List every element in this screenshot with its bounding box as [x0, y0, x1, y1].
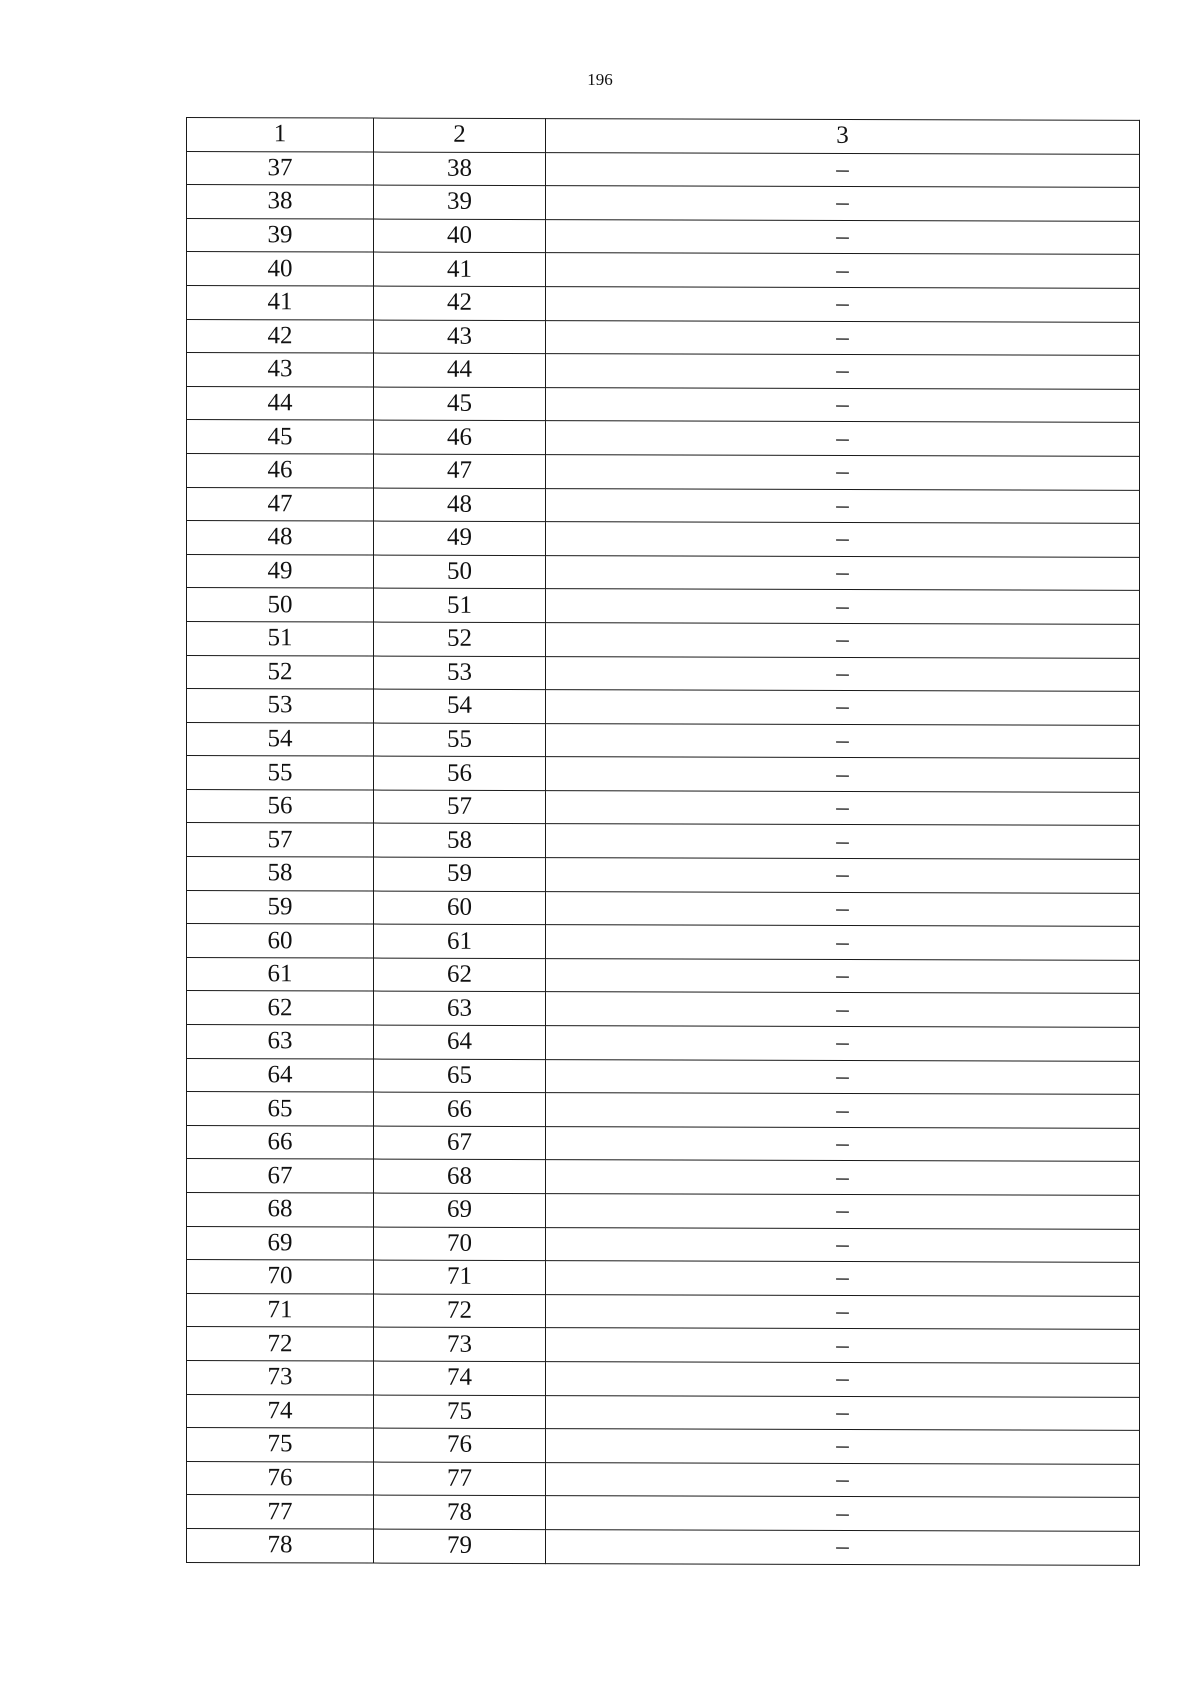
table-row	[187, 1495, 1140, 1531]
table-cell-col-1: 47	[187, 487, 374, 521]
table-row	[187, 1193, 1140, 1229]
table-cell-col-1: 57	[187, 823, 374, 857]
table-row	[187, 991, 1140, 1027]
table-cell-col-3: –	[546, 1462, 1140, 1497]
column-header-1: 1	[187, 118, 374, 152]
table-row	[187, 857, 1140, 893]
table-cell-col-3: –	[546, 522, 1140, 557]
table-row	[187, 487, 1140, 523]
table-cell-col-1: 44	[187, 386, 374, 420]
table-cell-col-2: 55	[374, 723, 546, 757]
table-cell-col-3: –	[546, 723, 1140, 758]
table-cell-col-3: –	[546, 925, 1140, 960]
data-table	[186, 117, 1140, 1565]
table-cell-col-3: –	[546, 555, 1140, 590]
table-row	[187, 1058, 1140, 1094]
table-row	[187, 689, 1140, 725]
table-cell-col-1: 46	[187, 453, 374, 487]
table-cell-col-3: –	[546, 992, 1140, 1027]
table-cell-col-2: 73	[374, 1327, 546, 1361]
table-cell-col-1: 41	[187, 285, 374, 319]
table-cell-col-3: –	[546, 1496, 1140, 1531]
table-cell-col-1: 65	[187, 1092, 374, 1126]
table-cell-col-2: 72	[374, 1294, 546, 1328]
table-cell-col-2: 56	[374, 756, 546, 790]
table-cell-col-1: 78	[187, 1528, 374, 1562]
table-cell-col-2: 58	[374, 824, 546, 858]
table-cell-col-3: –	[546, 219, 1140, 254]
table-cell-col-3: –	[546, 421, 1140, 456]
table-cell-col-2: 60	[374, 891, 546, 925]
table-cell-col-2: 70	[374, 1227, 546, 1261]
table-cell-col-2: 63	[374, 991, 546, 1025]
table-cell-col-2: 77	[374, 1462, 546, 1496]
table-cell-col-1: 49	[187, 554, 374, 588]
table-cell-col-3: –	[546, 287, 1140, 322]
table-cell-col-1: 72	[187, 1327, 374, 1361]
table-row	[187, 1092, 1140, 1128]
table-row	[187, 1327, 1140, 1363]
table-cell-col-3: –	[546, 1126, 1140, 1161]
table-cell-col-3: –	[546, 622, 1140, 657]
table-cell-col-3: –	[546, 690, 1140, 725]
table-cell-col-3: –	[546, 1059, 1140, 1094]
table-cell-col-1: 64	[187, 1058, 374, 1092]
table-cell-col-2: 64	[374, 1025, 546, 1059]
table-cell-col-1: 53	[187, 689, 374, 723]
table-row	[187, 1125, 1140, 1161]
table-cell-col-2: 57	[374, 790, 546, 824]
table-row	[187, 353, 1140, 389]
table-cell-col-1: 43	[187, 353, 374, 387]
table-body	[187, 151, 1140, 1565]
table-cell-col-1: 39	[187, 218, 374, 252]
table-cell-col-1: 71	[187, 1293, 374, 1327]
table-cell-col-3: –	[546, 589, 1140, 624]
table-row	[187, 185, 1140, 221]
table-cell-col-3: –	[546, 1261, 1140, 1296]
table-cell-col-1: 51	[187, 621, 374, 655]
table-cell-col-1: 54	[187, 722, 374, 756]
table-row	[187, 655, 1140, 691]
table-cell-col-1: 45	[187, 420, 374, 454]
table-container	[186, 117, 1139, 1565]
table-cell-col-3: –	[546, 1227, 1140, 1262]
table-cell-col-1: 61	[187, 957, 374, 991]
table-row	[187, 1360, 1140, 1396]
table-cell-col-3: –	[546, 1093, 1140, 1128]
table-cell-col-1: 40	[187, 252, 374, 286]
table-cell-col-2: 48	[374, 488, 546, 522]
table-cell-col-2: 78	[374, 1495, 546, 1529]
table-cell-col-3: –	[546, 1530, 1140, 1565]
table-cell-col-1: 74	[187, 1394, 374, 1428]
table-row	[187, 1159, 1140, 1195]
table-row	[187, 319, 1140, 355]
table-cell-col-2: 47	[374, 454, 546, 488]
table-row	[187, 924, 1140, 960]
table-cell-col-2: 52	[374, 622, 546, 656]
column-header-3: 3	[546, 119, 1140, 154]
table-cell-col-2: 46	[374, 420, 546, 454]
table-cell-col-3: –	[546, 1362, 1140, 1397]
table-cell-col-3: –	[546, 958, 1140, 993]
table-cell-col-1: 56	[187, 789, 374, 823]
column-header-2: 2	[374, 118, 546, 152]
table-cell-col-3: –	[546, 1328, 1140, 1363]
table-row	[187, 957, 1140, 993]
table-cell-col-2: 67	[374, 1126, 546, 1160]
table-cell-col-3: –	[546, 858, 1140, 893]
table-cell-col-2: 42	[374, 286, 546, 320]
table-cell-col-2: 50	[374, 555, 546, 589]
table-cell-col-1: 48	[187, 521, 374, 555]
table-cell-col-1: 59	[187, 890, 374, 924]
table-cell-col-3: –	[546, 1294, 1140, 1329]
table-row	[187, 521, 1140, 557]
table-cell-col-2: 68	[374, 1159, 546, 1193]
table-cell-col-3: –	[546, 320, 1140, 355]
table-row	[187, 1528, 1140, 1564]
table-row	[187, 453, 1140, 489]
table-cell-col-2: 43	[374, 320, 546, 354]
table-cell-col-3: –	[546, 656, 1140, 691]
table-row	[187, 823, 1140, 859]
table-cell-col-1: 52	[187, 655, 374, 689]
table-cell-col-1: 58	[187, 857, 374, 891]
table-cell-col-2: 40	[374, 219, 546, 253]
table-row	[187, 1025, 1140, 1061]
table-cell-col-1: 38	[187, 185, 374, 219]
table-cell-col-3: –	[546, 387, 1140, 422]
table-cell-col-3: –	[546, 253, 1140, 288]
table-cell-col-2: 76	[374, 1428, 546, 1462]
table-row	[187, 252, 1140, 288]
table-cell-col-3: –	[546, 488, 1140, 523]
table-cell-col-2: 39	[374, 185, 546, 219]
table-row	[187, 756, 1140, 792]
table-cell-col-3: –	[546, 455, 1140, 490]
table-row	[187, 588, 1140, 624]
table-row	[187, 151, 1140, 187]
table-cell-col-3: –	[546, 1395, 1140, 1430]
table-row	[187, 1293, 1140, 1329]
table-cell-col-2: 51	[374, 588, 546, 622]
table-row	[187, 218, 1140, 254]
table-cell-col-3: –	[546, 354, 1140, 389]
table-cell-col-1: 68	[187, 1193, 374, 1227]
table-row	[187, 722, 1140, 758]
table-cell-col-2: 71	[374, 1260, 546, 1294]
table-cell-col-2: 75	[374, 1395, 546, 1429]
table-row	[187, 1260, 1140, 1296]
table-header-row	[187, 118, 1140, 154]
table-row	[187, 1226, 1140, 1262]
table-cell-col-1: 42	[187, 319, 374, 353]
table-cell-col-1: 50	[187, 588, 374, 622]
table-cell-col-1: 69	[187, 1226, 374, 1260]
table-cell-col-1: 76	[187, 1461, 374, 1495]
table-cell-col-1: 77	[187, 1495, 374, 1529]
table-cell-col-2: 65	[374, 1059, 546, 1093]
table-row	[187, 420, 1140, 456]
table-cell-col-3: –	[546, 1429, 1140, 1464]
table-cell-col-2: 66	[374, 1092, 546, 1126]
table-cell-col-3: –	[546, 891, 1140, 926]
table-cell-col-2: 54	[374, 689, 546, 723]
table-cell-col-3: –	[546, 152, 1140, 187]
table-cell-col-3: –	[546, 1026, 1140, 1061]
table-cell-col-2: 74	[374, 1361, 546, 1395]
table-cell-col-1: 75	[187, 1428, 374, 1462]
table-cell-col-2: 38	[374, 152, 546, 186]
table-cell-col-2: 69	[374, 1193, 546, 1227]
table-cell-col-1: 37	[187, 151, 374, 185]
table-cell-col-1: 67	[187, 1159, 374, 1193]
table-row	[187, 621, 1140, 657]
table-cell-col-3: –	[546, 824, 1140, 859]
table-row	[187, 1394, 1140, 1430]
table-row	[187, 789, 1140, 825]
table-cell-col-2: 45	[374, 387, 546, 421]
table-cell-col-2: 61	[374, 924, 546, 958]
table-row	[187, 890, 1140, 926]
table-row	[187, 1428, 1140, 1464]
table-cell-col-1: 60	[187, 924, 374, 958]
table-cell-col-1: 66	[187, 1125, 374, 1159]
table-cell-col-2: 44	[374, 353, 546, 387]
table-cell-col-2: 49	[374, 521, 546, 555]
table-cell-col-2: 59	[374, 857, 546, 891]
table-cell-col-3: –	[546, 186, 1140, 221]
table-row	[187, 386, 1140, 422]
table-cell-col-3: –	[546, 1160, 1140, 1195]
table-row	[187, 285, 1140, 321]
table-row	[187, 1461, 1140, 1497]
table-cell-col-1: 63	[187, 1025, 374, 1059]
table-cell-col-2: 62	[374, 958, 546, 992]
table-cell-col-3: –	[546, 757, 1140, 792]
table-cell-col-3: –	[546, 790, 1140, 825]
table-cell-col-3: –	[546, 1194, 1140, 1229]
table-cell-col-1: 55	[187, 756, 374, 790]
table-cell-col-1: 70	[187, 1260, 374, 1294]
table-cell-col-2: 41	[374, 252, 546, 286]
table-cell-col-2: 53	[374, 656, 546, 690]
table-cell-col-1: 62	[187, 991, 374, 1025]
page-number: 196	[587, 70, 613, 89]
table-cell-col-2: 79	[374, 1529, 546, 1563]
table-row	[187, 554, 1140, 590]
table-cell-col-1: 73	[187, 1360, 374, 1394]
